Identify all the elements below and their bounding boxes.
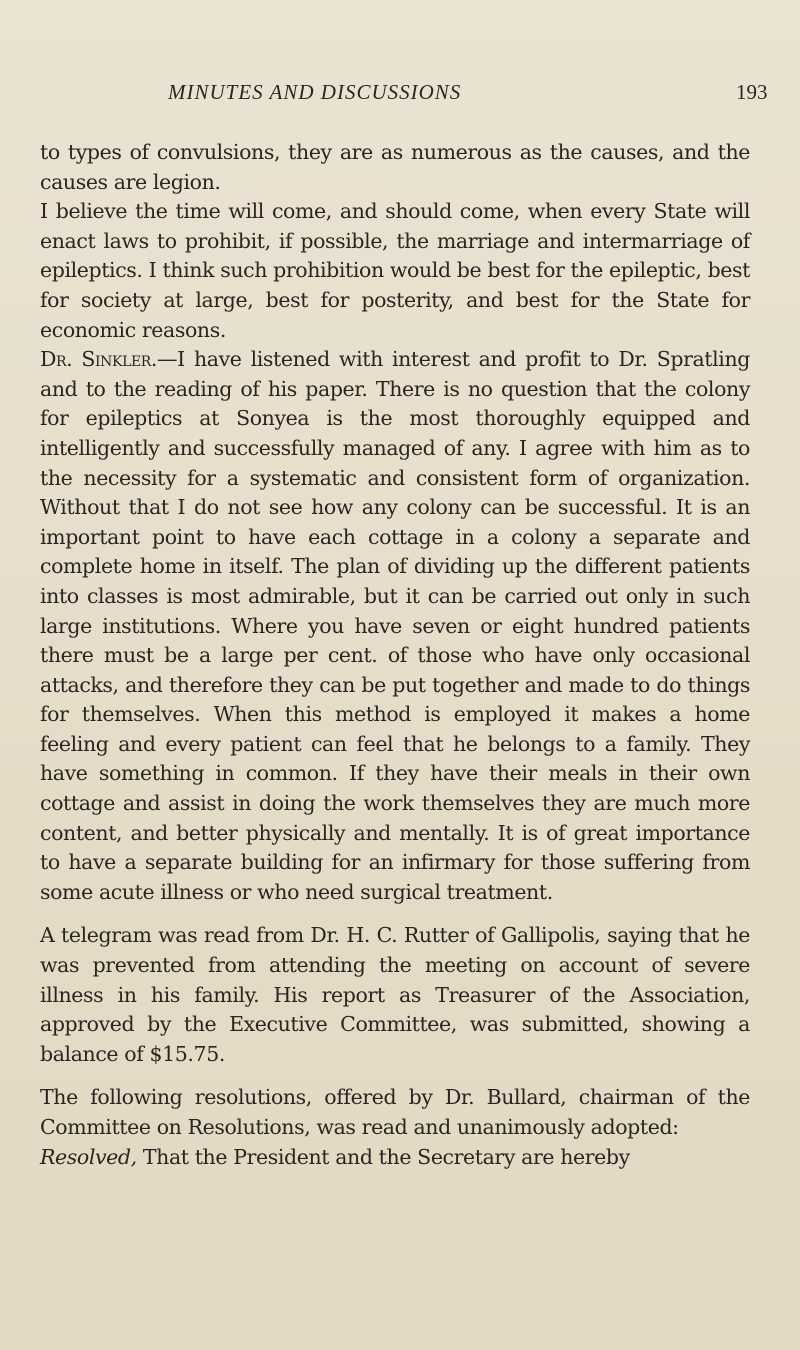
paragraph-continuation: to types of convulsions, they are as numerous as the causes, and the causes are legion. xyxy=(40,140,750,194)
paragraph-resolved xyxy=(40,1143,750,1173)
paragraph-telegram: A telegram was read from Dr. H. C. Rutter of Gallipolis, saying that he was prevented from attending the meeting on account of severe illness in his family. His report as Treasurer of the Association, approved by the Executive Committee, was submitted, showing a balance of $15.75. xyxy=(40,923,750,1066)
speaker-remarks: —I have listened with interest and profit to Dr. Spratling and to the reading of his paper. There is no question that the colony for epileptics at Sonyea is the most thoroughly equipped and intelligently and successfully managed of any. I agree with him as to the necessity for a systematic and consistent form of organization. Without that I do not see how any colony can be successful. It is an important point to have each cottage in a colony a separate and complete home in itself. The plan of dividing up the different patients into classes is most admirable, but it can be carried out only in such large institutions. Where you have seven or eight hundred patients there must be a large per cent. of those who have only occasional attacks, and therefore they can be put together and made to do things for themselves. When this method is employed it makes a home feeling and every patient can feel that he belongs to a family. They have something in common. If they have their meals in their own cottage and assist in doing the work themselves they are much more content, and better physically and mentally. It is of great importance to have a separate building for an infirmary for those suffering from some acute illness or who need surgical treatment. xyxy=(40,347,750,904)
page-number: 193 xyxy=(736,80,768,104)
resolved-text: That the President and the Secretary are hereby xyxy=(136,1144,630,1169)
paragraph-marriage-prohibition: I believe the time will come, and should come, when every State will enact laws to prohibit, if possible, the marriage and intermarriage of epileptics. I think such prohibition would be best for the epileptic, best for society at large, best for posterity, and best for the State for economic reasons. xyxy=(40,199,750,342)
paragraph-dr-sinkler xyxy=(40,345,750,907)
running-head xyxy=(0,80,800,116)
body-text xyxy=(40,138,750,1172)
running-title: MINUTES AND DISCUSSIONS xyxy=(168,80,462,104)
resolved-label: Resolved, xyxy=(40,1144,137,1169)
paragraph-resolutions: The following resolutions, offered by Dr. Bullard, chairman of the Committee on Resolutions, was read and unanimously adopted: xyxy=(40,1085,750,1139)
speaker-name: Dr. Sinkler. xyxy=(40,347,158,372)
